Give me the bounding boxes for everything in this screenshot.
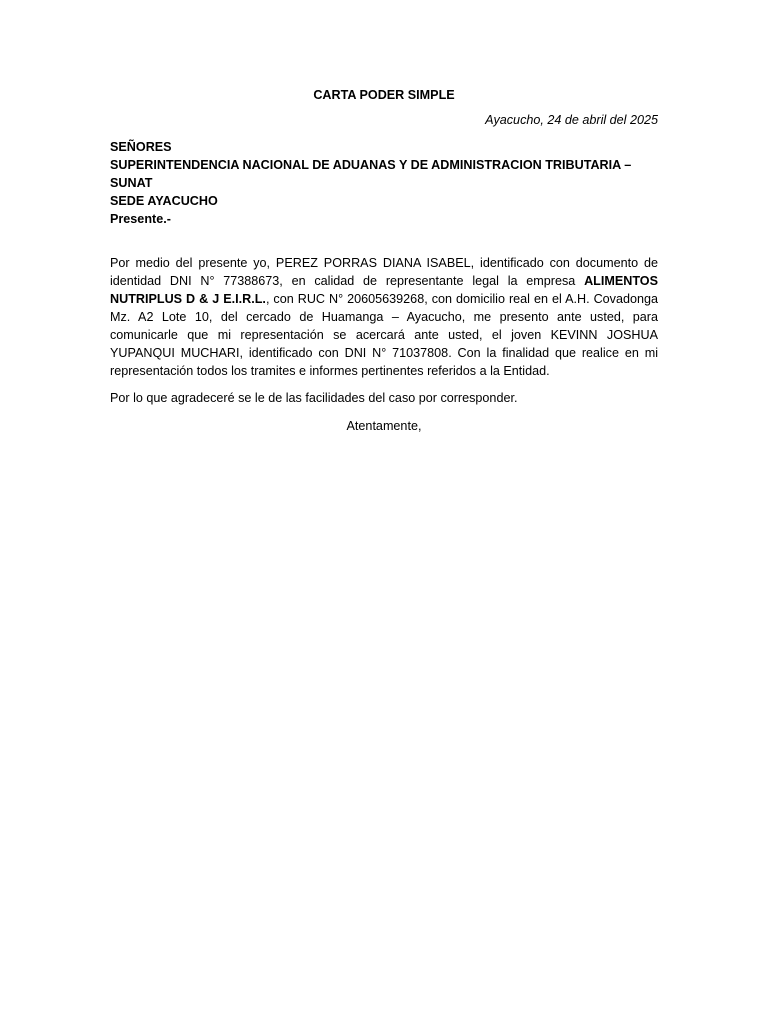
body-paragraph: [110, 254, 658, 380]
recipient-salutation: SEÑORES: [110, 140, 172, 154]
closing-paragraph: Por lo que agradeceré se le de las facilidades del caso por corresponder.: [110, 391, 518, 405]
body-text-part1: Por medio del presente yo, PEREZ PORRAS DIANA ISABEL, identificado con documento de identidad DNI N° 77388673, en calidad de representante legal la empresa: [110, 256, 658, 288]
letter-title: CARTA PODER SIMPLE: [313, 88, 455, 102]
letter-page: [110, 86, 658, 435]
recipient-institution: SUPERINTENDENCIA NACIONAL DE ADUANAS Y DE ADMINISTRACION TRIBUTARIA – SUNAT: [110, 158, 632, 190]
company-name: ALIMENTOS NUTRIPLUS D & J E.I.R.L.: [110, 274, 658, 306]
letter-date: Ayacucho, 24 de abril del 2025: [485, 113, 658, 127]
signoff: Atentamente,: [346, 419, 422, 433]
recipient-block: [110, 138, 658, 228]
body-text-part2: , con RUC N° 20605639268, con domicilio real en el A.H. Covadonga Mz. A2 Lote 10, del cercado de Huamanga – Ayacucho, me presento ante usted, para comunicarle que mi representación se acercará ante usted, el joven KEVINN JOSHUA YUPANQUI MUCHARI, identificado con DNI N° 71037808. Con la finalidad que realice en mi representación todos los tramites e informes pertinentes referidos a la Entidad.: [110, 292, 659, 378]
recipient-presente: Presente.-: [110, 212, 171, 226]
spacer: [110, 228, 658, 254]
recipient-office: SEDE AYACUCHO: [110, 194, 218, 208]
